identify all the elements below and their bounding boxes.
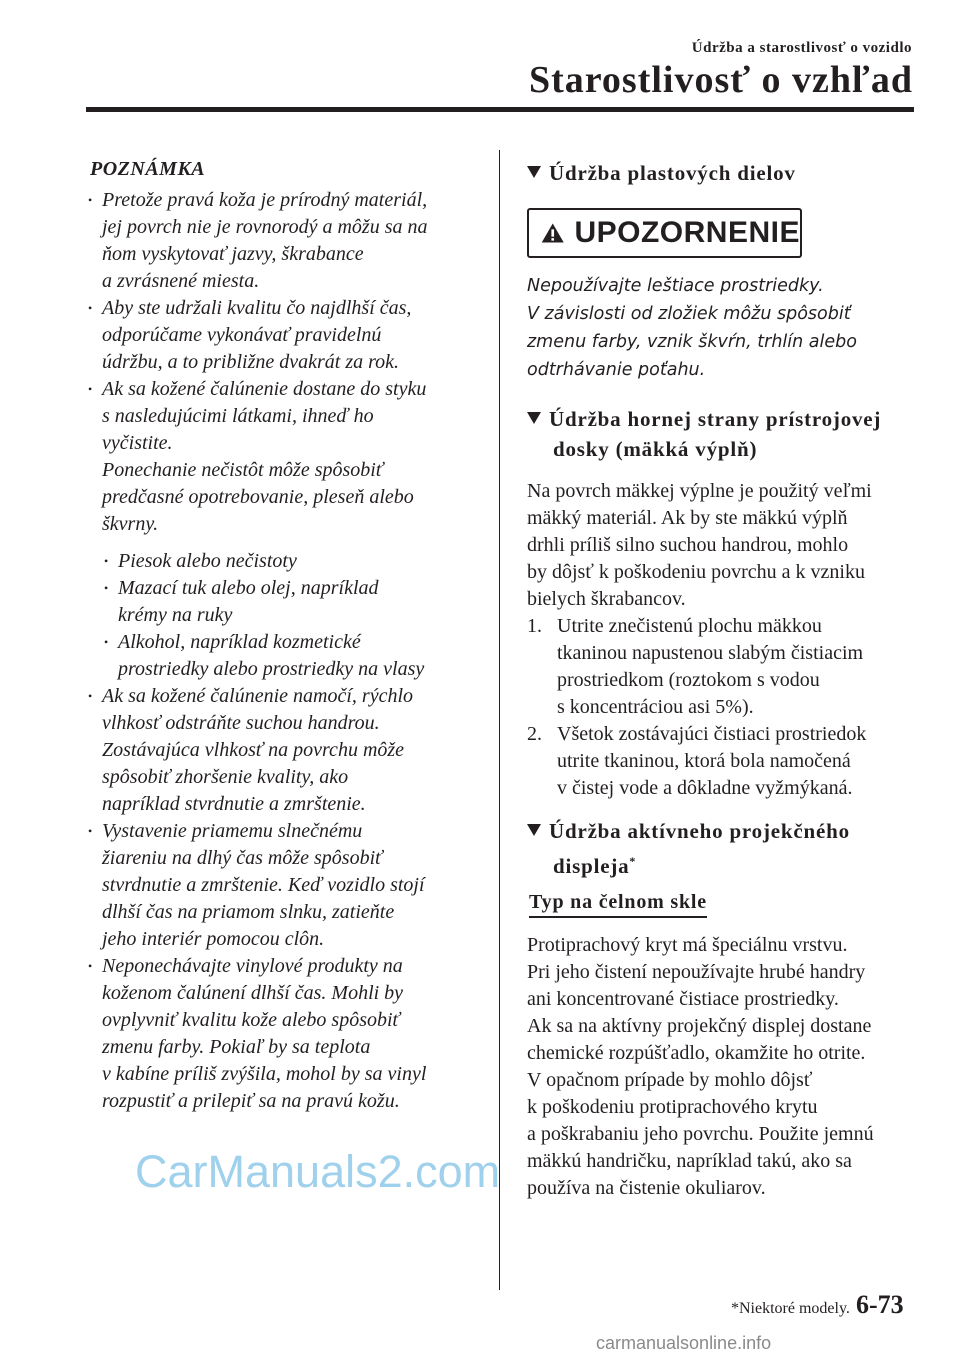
note-bullet: • Pretože pravá koža je prírodný materiál, jej povrch nie je rovnorodý a môžu sa na ňom vyskytovať jazvy, škrabance a zvrásnené miesta. [88, 187, 473, 295]
column-divider [499, 150, 500, 1290]
note-bullet: • Vystavenie priamemu slnečnému žiareniu na dlhý čas môže spôsobiť stvrdnutie a zmrštenie. Keď vozidlo stojí dlhší čas na priamom slnku, zatieňte jeho interiér pomocou clôn. [88, 818, 473, 953]
dashboard-body: Na povrch mäkkej výplne je použitý veľmi mäkký materiál. Ak by ste mäkkú výplň drhli príliš silno suchou handrou, mohlo by dôjsť k poškodeniu povrchu a k vzniku bielych škrabancov. [527, 480, 872, 610]
note-sub-bullet: • Piesok alebo nečistoty [88, 548, 473, 575]
note-sub-bullet: • Alkohol, napríklad kozmetické prostriedky alebo prostriedky na vlasy [88, 629, 473, 683]
step-item: 1. Utrite znečistenú plochu mäkkou tkaninou napustenou slabým čistiacim prostriedkom (roztokom s vodou s koncentráciou asi 5%). [527, 615, 864, 718]
page-title: Starostlivosť o vzhľad [528, 59, 913, 101]
triangle-marker-icon [527, 824, 541, 836]
section-heading-dashboard: Údržba hornej strany prístrojovej dosky (mäkká výplň) [527, 404, 919, 464]
note-bullet: • Ak sa kožené čalúnenie dostane do styku s nasledujúcimi látkami, ihneď ho vyčistite. Ponechanie nečistôt môže spôsobiť predčasné opotrebovanie, pleseň alebo škvrny. [88, 376, 473, 538]
note-bullet: • Aby ste udržali kvalitu čo najdlhší čas, odporúčame vykonávať pravidelnú údržbu, a to približne dvakrát za rok. [88, 295, 473, 376]
watermark-url: carmanualsonline.info [596, 1333, 772, 1353]
note-title: POZNÁMKA [90, 158, 206, 180]
header-rule [86, 107, 914, 112]
warning-label: UPOZORNENIE [574, 216, 800, 249]
note-bullet: • Neponechávajte vinylové produkty na koženom čalúnení dlhší čas. Mohli by ovplyvniť kvalitu kože alebo spôsobiť zmenu farby. Pokiaľ by sa teplota v kabíne príliš zvýšila, mohol by sa vinyl rozpustiť a prilepiť sa na pravú kožu. [88, 953, 473, 1115]
watermark-logo: CarManuals2.com [135, 1146, 501, 1197]
step-item: 2. Všetok zostávajúci čistiaci prostriedok utrite tkaninou, ktorá bola namočená v čistej vode a dôkladne vyžmýkaná. [527, 723, 867, 799]
note-sub-bullet: • Mazací tuk alebo olej, napríklad krémy na ruky [88, 575, 473, 629]
subheading-windshield-type: Typ na čelnom skle [529, 891, 707, 918]
chapter-subtitle: Údržba a starostlivosť o vozidlo [691, 40, 912, 56]
triangle-marker-icon [527, 166, 541, 178]
hud-body: Protiprachový kryt má špeciálnu vrstvu. Pri jeho čistení nepoužívajte hrubé handry ani koncentrované čistiace prostriedky. Ak sa na aktívny projekčný displej dostane chemické rozpúšťadlo, okamžite ho otrite. V opačnom prípade by mohlo dôjsť k poškodeniu protiprachového krytu a poškrabaniu jeho povrchu. Použite jemnú mäkkú handričku, napríklad takú, ako sa používa na čistenie okuliarov. [527, 934, 874, 1199]
warning-box [527, 208, 802, 258]
section-heading-hud: Údržba aktívneho projekčného displeja* [527, 816, 919, 881]
right-column [527, 158, 919, 1202]
warning-triangle-icon [541, 219, 564, 247]
page-number: 6-73 [856, 1290, 904, 1319]
note-bullet: • Ak sa kožené čalúnenie namočí, rýchlo vlhkosť odstráňte suchou handrou. Zostávajúca vlhkosť na povrchu môže spôsobiť zhoršenie kvality, ako napríklad stvrdnutie a zmrštenie. [88, 683, 473, 818]
warning-text: Nepoužívajte leštiace prostriedky. V závislosti od zložiek môžu spôsobiť zmenu farby, vznik škvŕn, trhlín alebo odtrhávanie poťahu. [527, 276, 857, 380]
footnote: *Niektoré modely. [731, 1300, 850, 1317]
left-column [88, 158, 473, 1115]
section-heading-plastic: Údržba plastových dielov [527, 158, 919, 188]
triangle-marker-icon [527, 412, 541, 424]
